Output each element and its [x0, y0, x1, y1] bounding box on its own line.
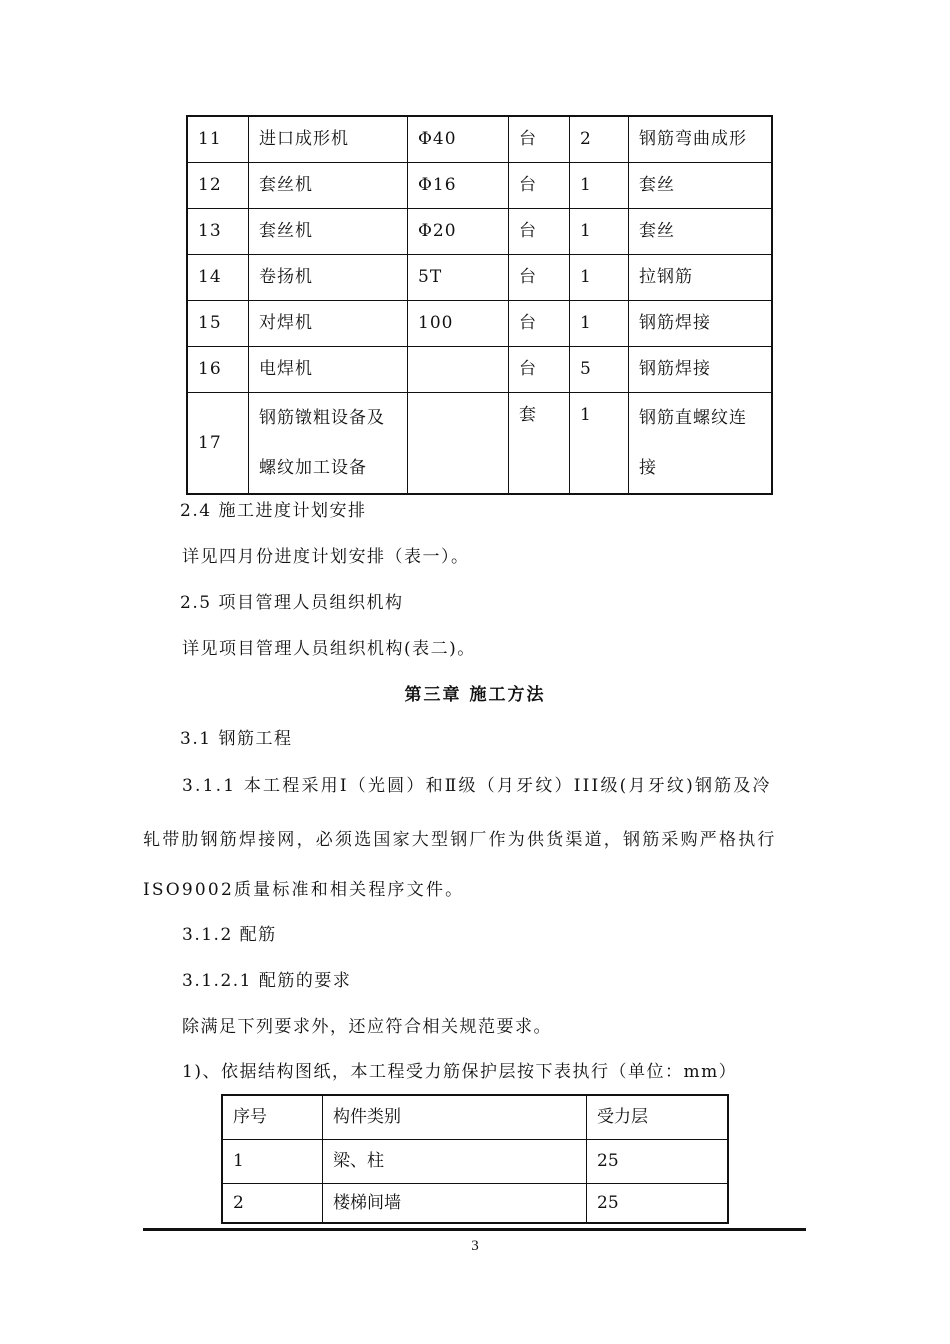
- page-number: 3: [471, 1238, 479, 1254]
- equipment-name: 卷扬机: [249, 255, 408, 301]
- equipment-unit: 台: [509, 301, 570, 347]
- section-2-5-title: 2.5 项目管理人员组织机构: [180, 593, 404, 613]
- equipment-qty: 5: [570, 347, 629, 393]
- equipment-unit: 台: [509, 209, 570, 255]
- table-header-row: [222, 1095, 728, 1140]
- column-header: 构件类别: [323, 1095, 587, 1140]
- section-2-5-body: 详见项目管理人员组织机构(表二)。: [182, 639, 476, 659]
- equipment-table: [186, 115, 773, 495]
- equipment-qty: 1: [570, 301, 629, 347]
- table-cell: 梁、柱: [323, 1140, 587, 1184]
- section-3-1-2-1-title: 3.1.2.1 配筋的要求: [182, 971, 352, 991]
- section-2-4-title: 2.4 施工进度计划安排: [180, 501, 367, 521]
- equipment-name-line: 螺纹加工设备: [259, 458, 367, 478]
- chapter-heading: 第三章 施工方法: [404, 685, 546, 705]
- row-no: 16: [187, 347, 249, 393]
- table-row: [187, 209, 772, 255]
- row-no: 11: [187, 116, 249, 163]
- table-row: [222, 1140, 728, 1184]
- row-no: 13: [187, 209, 249, 255]
- row-no: 12: [187, 163, 249, 209]
- table-cell: 2: [222, 1184, 323, 1224]
- item-1-text: 1)、依据结构图纸，本工程受力筋保护层按下表执行（单位：mm）: [182, 1062, 738, 1082]
- equipment-unit: 台: [509, 116, 570, 163]
- paragraph-line: 3.1.1 本工程采用Ⅰ（光圆）和Ⅱ级（月牙纹）III级(月牙纹)钢筋及冷: [182, 776, 772, 796]
- equipment-use: 钢筋弯曲成形: [629, 116, 773, 163]
- row-no: 14: [187, 255, 249, 301]
- equipment-name-line: 钢筋镦粗设备及: [259, 408, 385, 428]
- column-header: 序号: [222, 1095, 323, 1140]
- equipment-spec: [408, 393, 509, 495]
- table-cell: 25: [587, 1140, 729, 1184]
- equipment-unit: 套: [509, 393, 570, 495]
- equipment-spec: Φ40: [408, 116, 509, 163]
- table-row: [187, 347, 772, 393]
- equipment-use: 拉钢筋: [629, 255, 773, 301]
- equipment-use: [629, 393, 773, 495]
- section-2-4-body: 详见四月份进度计划安排（表一）。: [182, 547, 470, 567]
- table-cell: 楼梯间墙: [323, 1184, 587, 1224]
- table-cell: 25: [587, 1184, 729, 1224]
- equipment-spec: 100: [408, 301, 509, 347]
- equipment-use: 钢筋焊接: [629, 347, 773, 393]
- equipment-qty: 1: [570, 255, 629, 301]
- equipment-name: 套丝机: [249, 209, 408, 255]
- table-row: [187, 393, 772, 495]
- equipment-name: 进口成形机: [249, 116, 408, 163]
- row-no: 15: [187, 301, 249, 347]
- footer-rule: [143, 1228, 806, 1231]
- equipment-qty: 2: [570, 116, 629, 163]
- section-3-1-title: 3.1 钢筋工程: [180, 729, 293, 749]
- equipment-name: [249, 393, 408, 495]
- equipment-unit: 台: [509, 255, 570, 301]
- requirement-text: 除满足下列要求外，还应符合相关规范要求。: [182, 1017, 552, 1037]
- equipment-use-line: 钢筋直螺纹连: [639, 408, 747, 428]
- equipment-unit: 台: [509, 163, 570, 209]
- equipment-unit: 台: [509, 347, 570, 393]
- equipment-spec: Φ16: [408, 163, 509, 209]
- equipment-name: 套丝机: [249, 163, 408, 209]
- equipment-spec: Φ20: [408, 209, 509, 255]
- equipment-qty: 1: [570, 393, 629, 495]
- equipment-qty: 1: [570, 163, 629, 209]
- section-3-1-2-title: 3.1.2 配筋: [182, 925, 277, 945]
- equipment-qty: 1: [570, 209, 629, 255]
- column-header: 受力层: [587, 1095, 729, 1140]
- equipment-use: 套丝: [629, 163, 773, 209]
- equipment-use: 套丝: [629, 209, 773, 255]
- equipment-name: 对焊机: [249, 301, 408, 347]
- table-row: [187, 255, 772, 301]
- table-row: [222, 1184, 728, 1224]
- equipment-use-line: 接: [639, 458, 657, 478]
- cover-table: [221, 1094, 729, 1224]
- equipment-name: 电焊机: [249, 347, 408, 393]
- equipment-spec: 5T: [408, 255, 509, 301]
- table-row: [187, 163, 772, 209]
- equipment-use: 钢筋焊接: [629, 301, 773, 347]
- equipment-spec: [408, 347, 509, 393]
- table-row: [187, 301, 772, 347]
- table-cell: 1: [222, 1140, 323, 1184]
- paragraph-line: 轧带肋钢筋焊接网，必须选国家大型钢厂作为供货渠道，钢筋采购严格执行: [143, 830, 777, 850]
- table-row: [187, 116, 772, 163]
- paragraph-line: ISO9002质量标准和相关程序文件。: [143, 880, 465, 900]
- row-no: 17: [187, 393, 249, 495]
